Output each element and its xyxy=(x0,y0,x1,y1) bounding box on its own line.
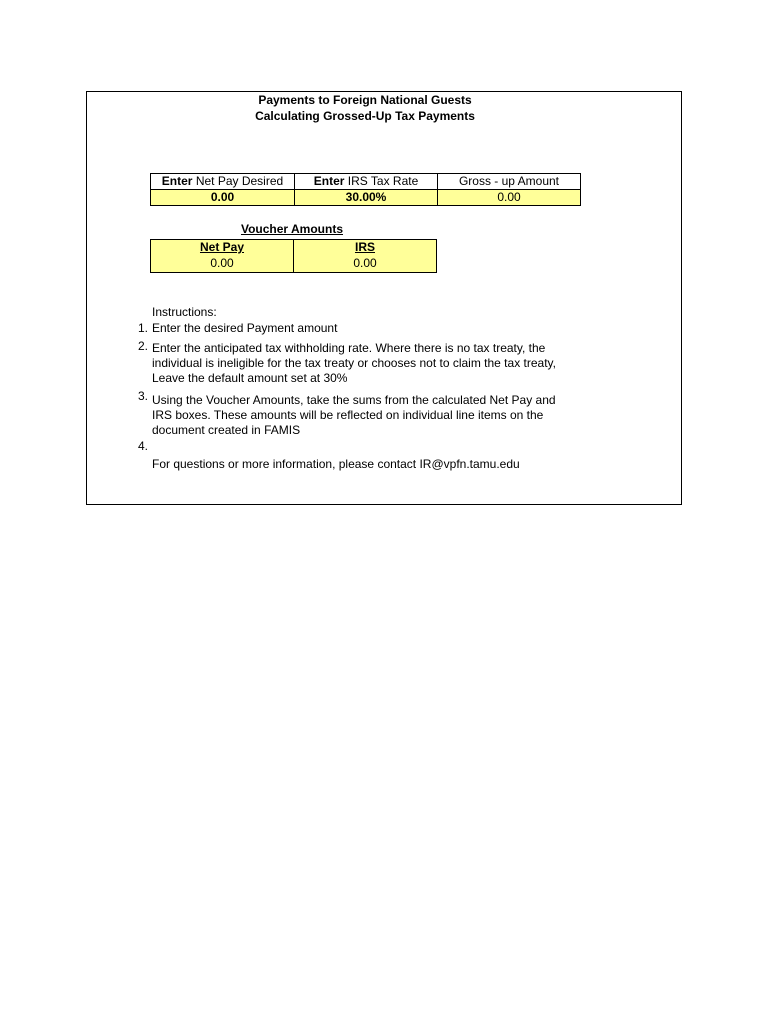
step-2-line: individual is ineligible for the tax treaty or chooses not to claim the tax treaty, xyxy=(152,356,556,370)
irs-tax-rate-label: IRS Tax Rate xyxy=(344,174,419,188)
voucher-net-pay-value: 0.00 xyxy=(151,255,294,273)
net-pay-desired-input[interactable]: 0.00 xyxy=(151,190,295,206)
step-number: 3. xyxy=(137,389,148,403)
header-gross-up-amount: Gross - up Amount xyxy=(438,174,581,190)
step-number: 4. xyxy=(137,439,148,453)
header-net-pay-desired xyxy=(151,174,295,190)
instruction-step-1: Enter the desired Payment amount xyxy=(152,321,338,335)
voucher-irs-label: IRS xyxy=(294,240,437,256)
step-3-line: IRS boxes. These amounts will be reflected on individual line items on the xyxy=(152,408,544,422)
net-pay-desired-label: Net Pay Desired xyxy=(192,174,284,188)
irs-tax-rate-input[interactable]: 30.00% xyxy=(295,190,438,206)
page-title: Payments to Foreign National Guests xyxy=(258,93,472,107)
form-frame xyxy=(86,91,682,505)
voucher-irs-value: 0.00 xyxy=(294,255,437,273)
contact-line: For questions or more information, please contact IR@vpfn.tamu.edu xyxy=(152,457,520,471)
step-2-line: Enter the anticipated tax withholding rate. Where there is no tax treaty, the xyxy=(152,341,546,355)
step-3-line: Using the Voucher Amounts, take the sums from the calculated Net Pay and xyxy=(152,393,556,407)
instruction-step-3 xyxy=(152,393,556,438)
step-number: 1. xyxy=(137,321,148,335)
enter-label: Enter xyxy=(313,174,345,188)
voucher-table xyxy=(150,239,437,273)
instruction-step-2 xyxy=(152,341,556,386)
step-number: 2. xyxy=(137,339,148,353)
gross-up-table xyxy=(150,173,581,206)
step-3-line: document created in FAMIS xyxy=(152,423,301,437)
step-2-line: Leave the default amount set at 30% xyxy=(152,371,348,385)
enter-label: Enter xyxy=(161,174,193,188)
instructions-heading: Instructions: xyxy=(152,305,217,319)
gross-up-amount-value: 0.00 xyxy=(438,190,581,206)
voucher-amounts-heading: Voucher Amounts xyxy=(240,222,343,236)
header-irs-tax-rate xyxy=(295,174,438,190)
voucher-net-pay-label: Net Pay xyxy=(151,240,294,256)
page-subtitle: Calculating Grossed-Up Tax Payments xyxy=(255,109,475,123)
